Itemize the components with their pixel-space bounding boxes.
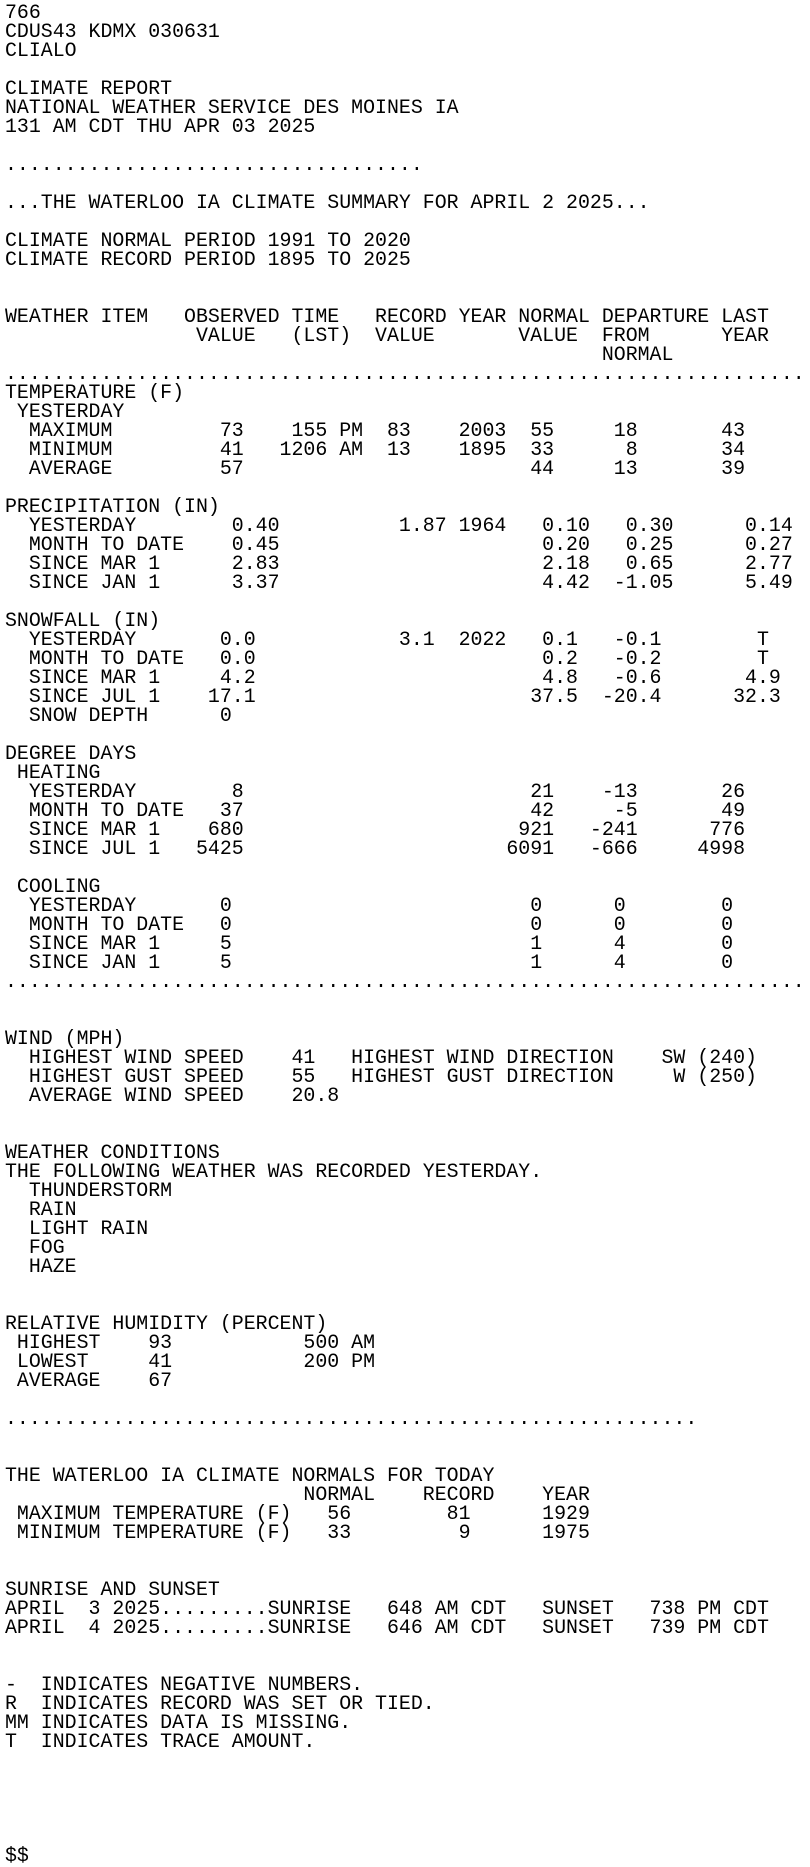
report-line: CLIMATE NORMAL PERIOD 1991 TO 2020: [5, 229, 411, 252]
report-line: SINCE MAR 1 5 1 4 0: [5, 932, 734, 955]
report-line: FOG: [5, 1236, 65, 1259]
report-line: RAIN: [5, 1198, 77, 1221]
report-line: HIGHEST WIND SPEED 41 HIGHEST WIND DIRECTION SW (240): [5, 1046, 757, 1069]
report-line: APRIL 4 2025.........SUNRISE 646 AM CDT SUNSET 739 PM CDT: [5, 1616, 769, 1639]
report-line: CDUS43 KDMX 030631: [5, 20, 220, 43]
report-line: MAXIMUM 73 155 PM 83 2003 55 18 43: [5, 419, 746, 442]
report-line: HEATING: [5, 761, 101, 784]
report-line: YESTERDAY 0.0 3.1 2022 0.1 -0.1 T: [5, 628, 769, 651]
report-line: MONTH TO DATE 0.0 0.2 -0.2 T: [5, 647, 769, 670]
report-line: $$: [5, 1844, 29, 1867]
report-line: ...................................................................: [5, 362, 805, 385]
report-line: SINCE JUL 1 17.1 37.5 -20.4 32.3: [5, 685, 781, 708]
report-line: - INDICATES NEGATIVE NUMBERS.: [5, 1673, 364, 1696]
report-line: CLIMATE REPORT: [5, 77, 173, 100]
report-line: AVERAGE 57 44 13 39: [5, 457, 746, 480]
report-line: YESTERDAY 0 0 0 0: [5, 894, 734, 917]
report-line: ...................................: [5, 153, 423, 176]
report-line: LOWEST 41 200 PM: [5, 1350, 376, 1373]
report-line: APRIL 3 2025.........SUNRISE 648 AM CDT SUNSET 738 PM CDT: [5, 1597, 769, 1620]
report-line: SINCE MAR 1 4.2 4.8 -0.6 4.9: [5, 666, 781, 689]
report-line: SUNRISE AND SUNSET: [5, 1578, 220, 1601]
report-line: [5, 991, 810, 1010]
report-line: SINCE MAR 1 2.83 2.18 0.65 2.77: [5, 552, 793, 575]
report-line: WEATHER ITEM OBSERVED TIME RECORD YEAR NORMAL DEPARTURE LAST: [5, 305, 769, 328]
report-line: SINCE JAN 1 5 1 4 0: [5, 951, 734, 974]
report-line: [5, 1637, 810, 1656]
report-line: NORMAL RECORD YEAR: [5, 1483, 590, 1506]
report-line: [5, 1542, 810, 1561]
report-line: WIND (MPH): [5, 1027, 125, 1050]
report-line: [5, 1770, 810, 1789]
report-line: MINIMUM 41 1206 AM 13 1895 33 8 34: [5, 438, 746, 461]
report-line: [5, 1751, 810, 1770]
report-line: LIGHT RAIN: [5, 1217, 149, 1240]
report-line: DEGREE DAYS: [5, 742, 137, 765]
report-line: [5, 1428, 810, 1447]
report-line: 766: [5, 1, 41, 24]
report-line: [5, 858, 810, 877]
report-line: [5, 1105, 810, 1124]
report-line: ...................................................................: [5, 970, 805, 993]
report-line: SINCE JUL 1 5425 6091 -666 4998: [5, 837, 746, 860]
report-line: AVERAGE WIND SPEED 20.8: [5, 1084, 340, 1107]
report-line: VALUE (LST) VALUE VALUE FROM YEAR: [5, 324, 769, 347]
report-line: [5, 1789, 810, 1808]
report-line: 131 AM CDT THU APR 03 2025: [5, 115, 316, 138]
report-line: YESTERDAY 8 21 -13 26: [5, 780, 746, 803]
report-line: RELATIVE HUMIDITY (PERCENT): [5, 1312, 328, 1335]
report-line: [5, 1276, 810, 1295]
report-line: AVERAGE 67: [5, 1369, 173, 1392]
report-line: COOLING: [5, 875, 101, 898]
report-line: YESTERDAY: [5, 400, 125, 423]
report-line: ...THE WATERLOO IA CLIMATE SUMMARY FOR APRIL 2 2025...: [5, 191, 650, 214]
report-line: SINCE JAN 1 3.37 4.42 -1.05 5.49: [5, 571, 793, 594]
report-line: MONTH TO DATE 0 0 0 0: [5, 913, 734, 936]
report-line: TEMPERATURE (F): [5, 381, 185, 404]
report-line: HIGHEST 93 500 AM: [5, 1331, 376, 1354]
report-line: MM INDICATES DATA IS MISSING.: [5, 1711, 352, 1734]
report-line: CLIALO: [5, 39, 77, 62]
report-line: SNOW DEPTH 0: [5, 704, 232, 727]
report-line: ..........................................................: [5, 1407, 698, 1430]
report-line: HAZE: [5, 1255, 77, 1278]
report-line: HIGHEST GUST SPEED 55 HIGHEST GUST DIRECTION W (250): [5, 1065, 757, 1088]
report-line: NATIONAL WEATHER SERVICE DES MOINES IA: [5, 96, 459, 119]
report-line: [5, 1808, 810, 1827]
report-line: THE WATERLOO IA CLIMATE NORMALS FOR TODAY: [5, 1464, 495, 1487]
report-line: R INDICATES RECORD WAS SET OR TIED.: [5, 1692, 435, 1715]
report-line: CLIMATE RECORD PERIOD 1895 TO 2025: [5, 248, 411, 271]
report-line: SINCE MAR 1 680 921 -241 776: [5, 818, 746, 841]
report-line: [5, 1010, 810, 1029]
report-line: THUNDERSTORM: [5, 1179, 173, 1202]
report-line: NORMAL: [5, 343, 674, 366]
report-line: MONTH TO DATE 37 42 -5 49: [5, 799, 746, 822]
report-line: PRECIPITATION (IN): [5, 495, 220, 518]
report-line: SNOWFALL (IN): [5, 609, 161, 632]
report-line: MAXIMUM TEMPERATURE (F) 56 81 1929: [5, 1502, 590, 1525]
report-line: MINIMUM TEMPERATURE (F) 33 9 1975: [5, 1521, 590, 1544]
report-line: WEATHER CONDITIONS: [5, 1141, 220, 1164]
report-line: T INDICATES TRACE AMOUNT.: [5, 1730, 316, 1753]
report-line: [5, 269, 810, 288]
report-line: THE FOLLOWING WEATHER WAS RECORDED YESTERDAY.: [5, 1160, 543, 1183]
report-line: YESTERDAY 0.40 1.87 1964 0.10 0.30 0.14: [5, 514, 793, 537]
report-line: [5, 1827, 810, 1846]
report-line: MONTH TO DATE 0.45 0.20 0.25 0.27: [5, 533, 793, 556]
